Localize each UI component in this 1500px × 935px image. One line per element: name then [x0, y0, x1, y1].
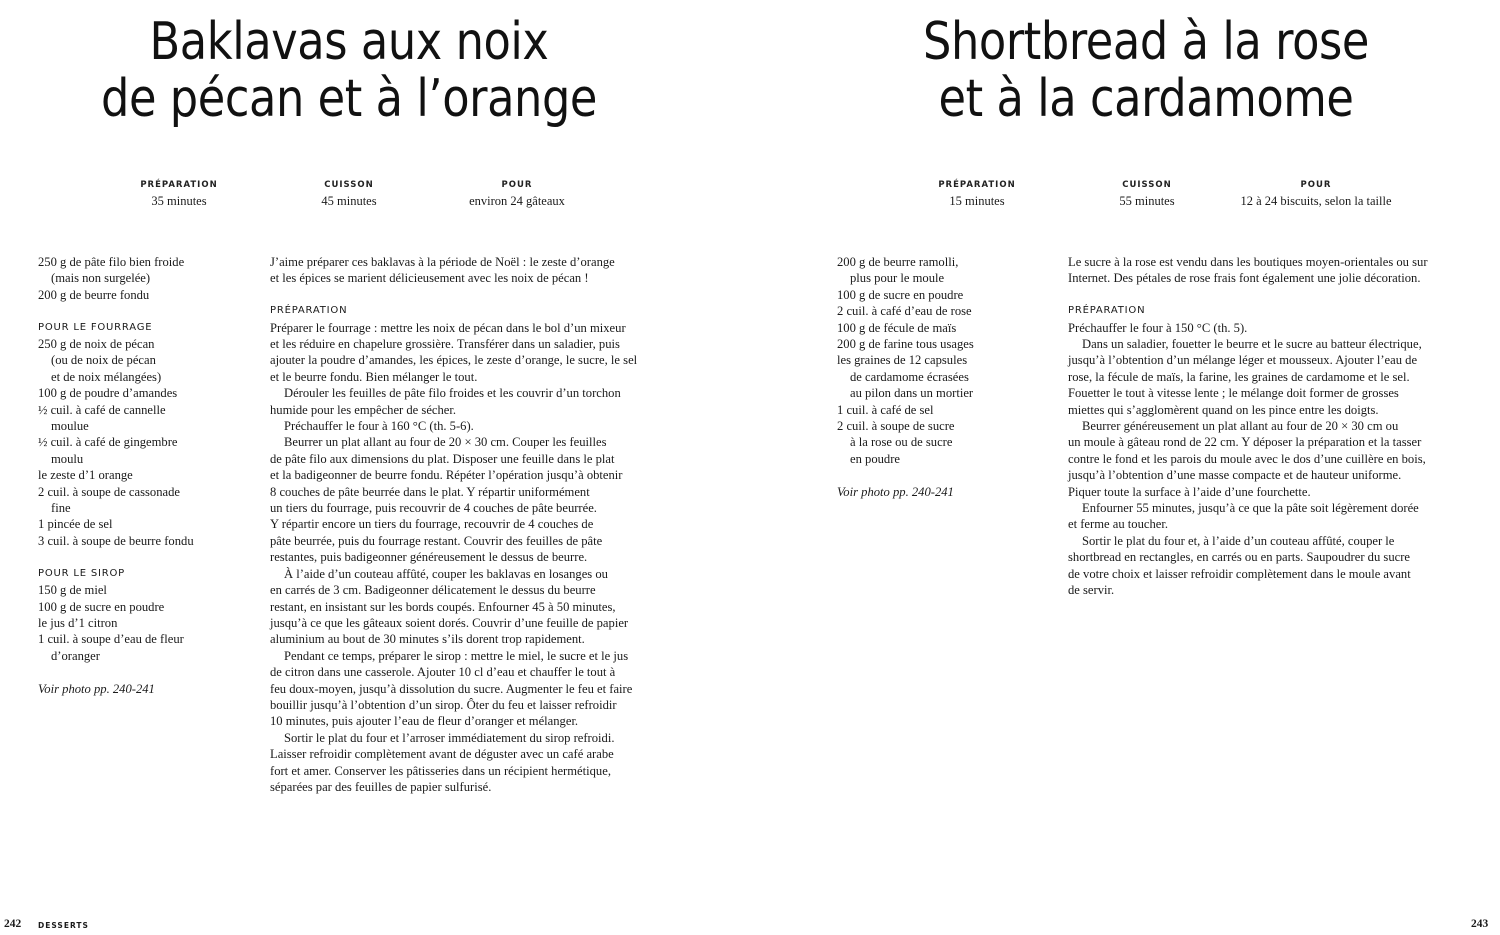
section-heading-sirop: POUR LE SIROP — [38, 567, 125, 579]
method-line: et le beurre fondu. Bien mélanger le tout. — [270, 369, 478, 384]
method-line: Fouetter le tout à vitesse lente ; le mélange doit former de grosses — [1068, 386, 1399, 401]
ingredient-line: 250 g de noix de pécan — [38, 337, 155, 352]
method-line: aluminium au bout de 30 minutes s’ils dorent trop rapidement. — [270, 632, 585, 647]
meta-cuisson — [290, 179, 408, 209]
method-line: Enfourner 55 minutes, jusqu’à ce que la pâte soit légèrement dorée — [1082, 501, 1419, 516]
intro-line: J’aime préparer ces baklavas à la période de Noël : le zeste d’orange — [270, 255, 615, 269]
ingredient-line: 100 g de fécule de maïs — [837, 320, 957, 335]
meta-value: 45 minutes — [321, 194, 377, 208]
method-line: de pâte filo aux dimensions du plat. Disposer une feuille dans le plat — [270, 451, 615, 466]
method-line: et la badigeonner de beurre fondu. Répéter l’opération jusqu’à obtenir — [270, 468, 623, 483]
ingredient-line: moulue — [51, 419, 89, 434]
ingredient-line: 100 g de sucre en poudre — [38, 599, 165, 614]
ingredient-line: le zeste d’1 orange — [38, 468, 133, 483]
method-line: Préchauffer le four à 160 °C (th. 5-6). — [284, 419, 474, 434]
section-heading-fourrage: POUR LE FOURRAGE — [38, 321, 153, 333]
intro-line: et les épices se marient délicieusement avec les noix de pécan ! — [270, 271, 589, 286]
method-line: humide pour les empêcher de sécher. — [270, 402, 457, 417]
method-line: À l’aide d’un couteau affûté, couper les baklavas en losanges ou — [284, 566, 608, 581]
meta-label: CUISSON — [1122, 180, 1172, 190]
ingredient-line: plus pour le moule — [850, 271, 945, 286]
method-line: fort et amer. Conserver les pâtisseries dans un récipient hermétique, — [270, 763, 611, 778]
ingredient-line: 200 g de farine tous usages — [837, 337, 974, 352]
ingredient-line: 100 g de sucre en poudre — [837, 287, 964, 302]
method-line: jusqu’à ce que les gâteaux soient dorés. Couvrir d’une feuille de papier — [270, 615, 629, 630]
ingredient-line: de cardamome écrasées — [850, 369, 969, 384]
method-line: rose, la fécule de maïs, la farine, les graines de cardamome et le sel. — [1068, 369, 1410, 384]
method-line: bouillir jusqu’à l’obtention d’un sirop. Ôter du feu et laisser refroidir — [270, 697, 617, 712]
ingredient-line: 100 g de poudre d’amandes — [38, 386, 178, 401]
meta-value: 35 minutes — [151, 194, 207, 208]
meta-pour — [1226, 179, 1406, 209]
method-line: Sortir le plat du four et, à l’aide d’un couteau affûté, couper le — [1082, 533, 1395, 548]
running-head: DESSERTS — [38, 921, 89, 930]
title-line: Shortbread à la rose — [923, 12, 1369, 72]
title-line: de pécan et à l’orange — [100, 69, 598, 129]
right-page — [750, 0, 1500, 935]
meta-label: PRÉPARATION — [140, 180, 218, 190]
section-heading-preparation: PRÉPARATION — [270, 305, 348, 317]
ingredient-line: 2 cuil. à soupe de sucre — [837, 419, 955, 434]
ingredients-list — [837, 254, 1052, 500]
ingredient-line: ½ cuil. à café de cannelle — [38, 402, 166, 417]
method-line: feu doux-moyen, jusqu’à dissolution du sucre. Augmenter le feu et faire — [270, 681, 633, 696]
meta-pour — [437, 179, 597, 209]
method-line: Laisser refroidir complètement avant de déguster avec un café arabe — [270, 747, 614, 762]
ingredient-line: fine — [51, 501, 71, 516]
page-number: 242 — [4, 918, 22, 930]
method-line: séparées par des feuilles de papier sulfurisé. — [270, 779, 492, 794]
method-line: Y répartir encore un tiers du fourrage, recouvrir de 4 couches de — [270, 517, 594, 532]
meta-value: environ 24 gâteaux — [469, 194, 565, 208]
method-line: miettes qui s’agglomèrent quand on les pince entre les doigts. — [1068, 402, 1379, 417]
ingredient-line: 3 cuil. à soupe de beurre fondu — [38, 533, 194, 548]
method-line: Pendant ce temps, préparer le sirop : mettre le miel, le sucre et le jus — [284, 648, 629, 663]
meta-preparation — [120, 179, 238, 209]
meta-label: POUR — [501, 180, 533, 190]
method-line: et ferme au toucher. — [1068, 517, 1168, 532]
method-line: et les réduire en chapelure grossière. Transférer dans un saladier, puis — [270, 337, 620, 352]
ingredient-line: le jus d’1 citron — [38, 615, 118, 630]
section-heading-preparation: PRÉPARATION — [1068, 305, 1146, 317]
ingredient-line: en poudre — [850, 451, 901, 466]
ingredient-line: moulu — [51, 451, 84, 466]
method-line: contre le fond et les parois du moule avec le dos d’une cuillère en bois, — [1068, 451, 1426, 466]
ingredient-line: 1 cuil. à soupe d’eau de fleur — [38, 632, 184, 647]
intro-line: Internet. Des pétales de rose frais font également une jolie décoration. — [1068, 271, 1421, 286]
meta-label: CUISSON — [324, 180, 374, 190]
intro-line: Le sucre à la rose est vendu dans les boutiques moyen-orientales ou sur — [1068, 255, 1428, 269]
method-line: 8 couches de pâte beurrée dans le plat. Y répartir uniformément — [270, 484, 590, 499]
ingredient-line: 2 cuil. à soupe de cassonade — [38, 484, 180, 499]
ingredient-line: d’oranger — [51, 648, 100, 663]
ingredient-line: (ou de noix de pécan — [51, 353, 156, 368]
method-line: Dérouler les feuilles de pâte filo froides et les couvrir d’un torchon — [284, 386, 621, 401]
page-number: 243 — [1471, 918, 1489, 930]
method-line: Sortir le plat du four et l’arroser immédiatement du sirop refroidi. — [284, 730, 615, 745]
method-line: ajouter la poudre d’amandes, les épices, le zeste d’orange, le sucre, le sel — [270, 353, 638, 368]
method-text — [1068, 254, 1468, 599]
ingredient-line: au pilon dans un mortier — [850, 386, 974, 401]
ingredient-line: et de noix mélangées) — [51, 369, 162, 384]
method-line: en carrés de 3 cm. Badigeonner délicatement le dessus du beurre — [270, 583, 596, 598]
method-line: jusqu’à l’obtention d’un mélange léger et mousseux. Ajouter l’eau de — [1068, 353, 1418, 368]
method-line: Piquer toute la surface à l’aide d’une fourchette. — [1068, 484, 1311, 499]
method-line: pâte beurrée, puis du fourrage restant. Couvrir des feuilles de pâte — [270, 533, 603, 548]
method-text — [270, 254, 665, 795]
photo-reference: Voir photo pp. 240-241 — [38, 681, 155, 696]
ingredient-line: à la rose ou de sucre — [850, 435, 953, 450]
method-line: Préparer le fourrage : mettre les noix de pécan dans le bol d’un mixeur — [270, 320, 626, 335]
ingredient-line: 250 g de pâte filo bien froide — [38, 255, 185, 269]
method-line: Préchauffer le four à 150 °C (th. 5). — [1068, 320, 1248, 335]
meta-cuisson — [1088, 179, 1206, 209]
ingredient-line: (mais non surgelée) — [51, 271, 151, 286]
method-line: de citron dans une casserole. Ajouter 10 cl d’eau et chauffer le tout à — [270, 665, 616, 680]
ingredient-line: les graines de 12 capsules — [837, 353, 968, 368]
ingredients-list — [38, 254, 253, 697]
method-line: de votre choix et laisser refroidir complètement dans le moule avant — [1068, 566, 1411, 581]
method-line: restantes, puis badigeonner généreusement le dessus de beurre. — [270, 550, 588, 565]
meta-value: 12 à 24 biscuits, selon la taille — [1240, 194, 1392, 208]
method-line: shortbread en rectangles, en carrés ou en parts. Saupoudrer du sucre — [1068, 550, 1410, 565]
meta-label: POUR — [1300, 180, 1332, 190]
method-line: Dans un saladier, fouetter le beurre et le sucre au batteur électrique, — [1082, 337, 1422, 352]
method-line: restant, en insistant sur les bords coupés. Enfourner 45 à 50 minutes, — [270, 599, 616, 614]
ingredient-line: 150 g de miel — [38, 583, 107, 598]
method-line: Beurrer un plat allant au four de 20 × 30 cm. Couper les feuilles — [284, 435, 607, 450]
method-line: Beurrer généreusement un plat allant au four de 20 × 30 cm ou — [1082, 419, 1399, 434]
meta-preparation — [918, 179, 1036, 209]
ingredient-line: ½ cuil. à café de gingembre — [38, 435, 178, 450]
ingredient-line: 2 cuil. à café d’eau de rose — [837, 304, 972, 319]
photo-reference: Voir photo pp. 240-241 — [837, 484, 954, 499]
meta-value: 15 minutes — [949, 194, 1005, 208]
method-line: un tiers du fourrage, puis recouvrir de 4 couches de pâte beurrée. — [270, 501, 597, 516]
meta-label: PRÉPARATION — [938, 180, 1016, 190]
ingredient-line: 1 cuil. à café de sel — [837, 402, 934, 417]
method-line: un moule à gâteau rond de 22 cm. Y déposer la préparation et la tasser — [1068, 435, 1422, 450]
recipe-title-baklavas — [49, 14, 649, 128]
method-line: de servir. — [1068, 583, 1115, 598]
recipe-title-shortbread — [845, 14, 1447, 128]
ingredient-line: 1 pincée de sel — [38, 517, 113, 532]
title-line: et à la cardamome — [938, 69, 1354, 129]
meta-value: 55 minutes — [1119, 194, 1175, 208]
title-line: Baklavas aux noix — [149, 12, 549, 72]
method-line: jusqu’à l’obtention d’une masse compacte et de hauteur uniforme. — [1068, 468, 1402, 483]
ingredient-line: 200 g de beurre ramolli, — [837, 255, 959, 269]
method-line: 10 minutes, puis ajouter l’eau de fleur d’oranger et mélanger. — [270, 714, 579, 729]
ingredient-line: 200 g de beurre fondu — [38, 287, 150, 302]
